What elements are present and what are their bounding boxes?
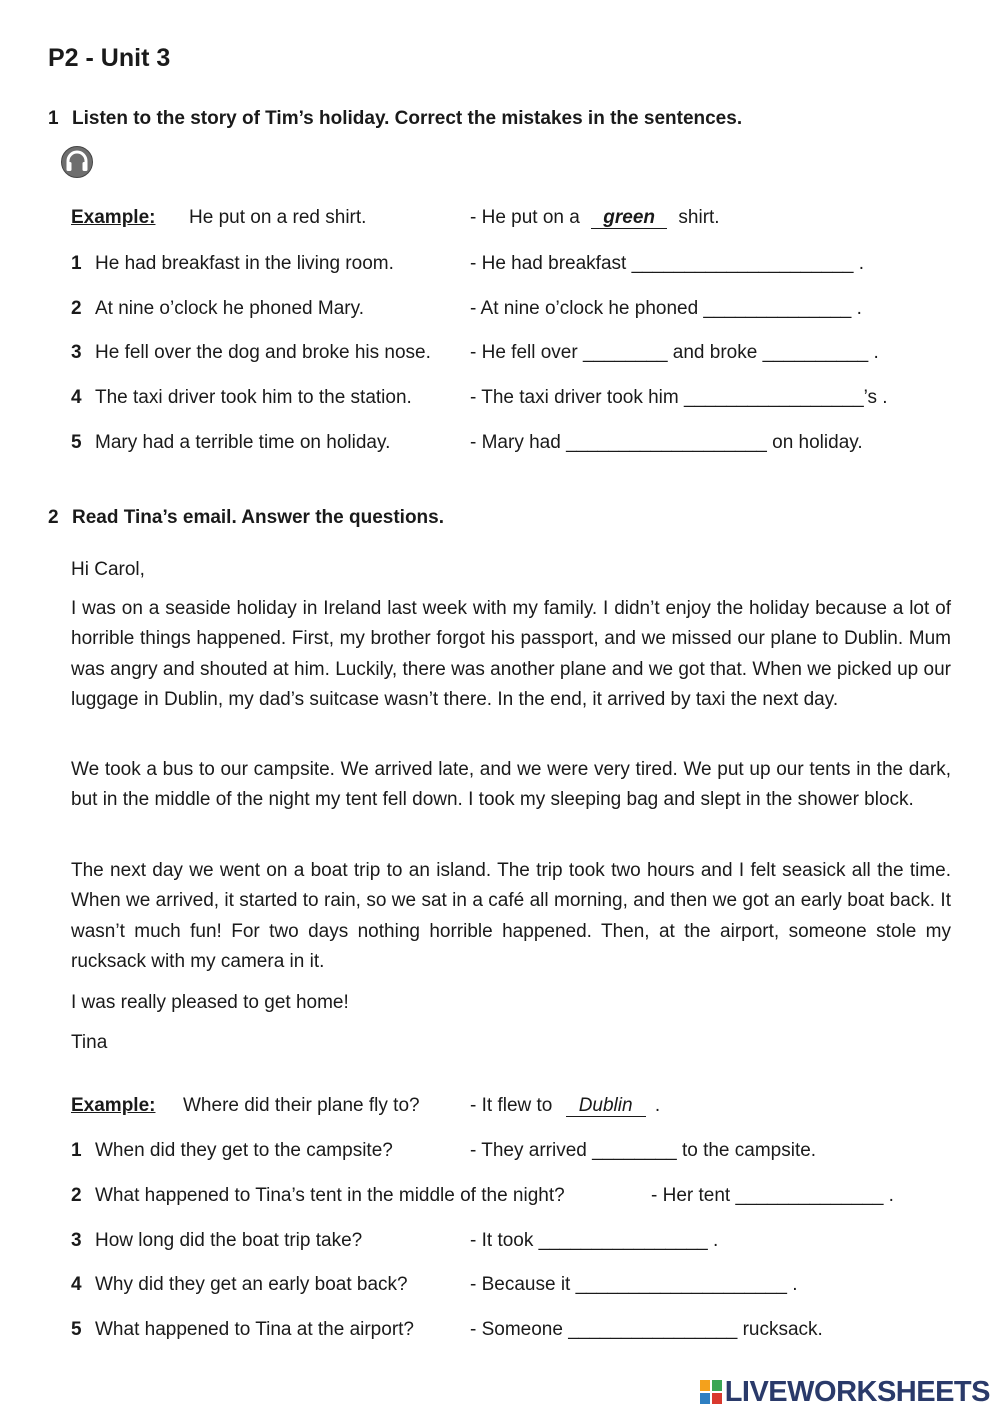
section2-instruction: Read Tina’s email. Answer the questions. (72, 507, 445, 528)
item-sentence: At nine o’clock he phoned Mary. (95, 298, 364, 319)
section2-item (71, 1274, 408, 1296)
item-number: 3 (71, 342, 82, 363)
section1-item-answer[interactable]: - The taxi driver took him _________________’s . (470, 387, 888, 408)
section1-item-answer[interactable]: - He fell over ________ and broke __________ . (470, 342, 879, 363)
section2-number: 2 (48, 507, 59, 528)
item-number: 2 (71, 298, 82, 319)
section2-item (71, 1319, 414, 1341)
item-sentence: He fell over the dog and broke his nose. (95, 342, 431, 363)
item-sentence: He had breakfast in the living room. (95, 253, 394, 274)
section2-example-question: Where did their plane fly to? (183, 1095, 420, 1116)
section2-item-answer[interactable]: - Because it ____________________ . (470, 1274, 798, 1295)
section1-item (71, 432, 390, 454)
item-number: 2 (71, 1185, 82, 1206)
item-number: 1 (71, 1140, 82, 1161)
section1-number: 1 (48, 108, 59, 129)
item-question: What happened to Tina at the airport? (95, 1319, 414, 1340)
section2-example-label: Example: (71, 1095, 156, 1116)
section1-item (71, 298, 364, 320)
section1-item (71, 342, 431, 364)
section2-item-answer[interactable]: - They arrived ________ to the campsite. (470, 1140, 817, 1161)
email-greeting: Hi Carol, (71, 559, 145, 580)
section2-item (71, 1140, 393, 1162)
section1-example-label: Example: (71, 207, 156, 228)
email-paragraph-2: We took a bus to our campsite. We arrived late, and we were very tired. We put up our tents in the dark, but in the middle of the night my tent fell down. I took my sleeping bag and slept in the shower block. (71, 759, 951, 811)
section1-example-answer (470, 207, 720, 229)
item-sentence: Mary had a terrible time on holiday. (95, 432, 391, 453)
liveworksheets-brand: LIVEWORKSHEETS (724, 1376, 990, 1408)
section1-item-answer[interactable]: - Mary had ___________________ on holiday. (470, 432, 863, 453)
email-signature: Tina (71, 1032, 108, 1053)
example2-answer-prefix: - It flew to (470, 1095, 553, 1116)
item-question: When did they get to the campsite? (95, 1140, 393, 1161)
item-number: 4 (71, 387, 82, 408)
section1-item-answer[interactable]: - At nine o’clock he phoned ______________ . (470, 298, 862, 319)
section1-instruction: Listen to the story of Tim’s holiday. Correct the mistakes in the sentences. (72, 108, 743, 129)
section1-example-sentence: He put on a red shirt. (189, 207, 367, 228)
liveworksheets-logo (700, 1376, 990, 1409)
page-title: P2 - Unit 3 (48, 44, 171, 72)
item-sentence: The taxi driver took him to the station. (95, 387, 412, 408)
section2-item (71, 1230, 362, 1252)
section1-heading (48, 108, 742, 130)
item-number: 5 (71, 1319, 82, 1340)
section2-item (71, 1185, 565, 1207)
headphones-icon (60, 145, 94, 179)
section1-item (71, 253, 394, 275)
item-number: 1 (71, 253, 82, 274)
item-question: What happened to Tina’s tent in the middle of the night? (95, 1185, 565, 1206)
item-number: 3 (71, 1230, 82, 1251)
section2-item-answer[interactable]: - It took ________________ . (470, 1230, 719, 1251)
section2-item-answer[interactable]: - Her tent ______________ . (651, 1185, 894, 1206)
item-question: How long did the boat trip take? (95, 1230, 363, 1251)
example2-answer-suffix: . (654, 1095, 661, 1116)
section2-item-answer[interactable]: - Someone ________________ rucksack. (470, 1319, 823, 1340)
example-answer-suffix: shirt. (678, 207, 720, 228)
section1-item-answer[interactable]: - He had breakfast _____________________ . (470, 253, 865, 274)
item-number: 4 (71, 1274, 82, 1295)
section2-heading (48, 507, 444, 529)
section2-example-answer (470, 1095, 660, 1117)
example-answer-prefix: - He put on a (470, 207, 580, 228)
liveworksheets-logo-icon (700, 1379, 722, 1403)
section1-item (71, 387, 412, 409)
email-closing: I was really pleased to get home! (71, 992, 349, 1013)
email-paragraph-1: I was on a seaside holiday in Ireland last week with my family. I didn’t enjoy the holiday because a lot of horrible things happened. First, my brother forgot his passport, and we missed our plane to Dublin. Mum was angry and shouted at him. Luckily, there was another plane and we got that. When we picked up our luggage in Dublin, my dad’s suitcase wasn’t there. In the end, it arrived by taxi the next day. (71, 598, 951, 711)
item-number: 5 (71, 432, 82, 453)
item-question: Why did they get an early boat back? (95, 1274, 408, 1295)
example-answer-word: green (603, 207, 655, 228)
example2-answer-word: Dublin (578, 1095, 633, 1116)
email-paragraph-3: The next day we went on a boat trip to an island. The trip took two hours and I felt seasick all the time. When we arrived, it started to rain, so we sat in a café all morning, and then we got an early boat back. It wasn’t much fun! For two days nothing horrible happened. Then, at the airport, someone stole my rucksack with my camera in it. (71, 860, 951, 973)
